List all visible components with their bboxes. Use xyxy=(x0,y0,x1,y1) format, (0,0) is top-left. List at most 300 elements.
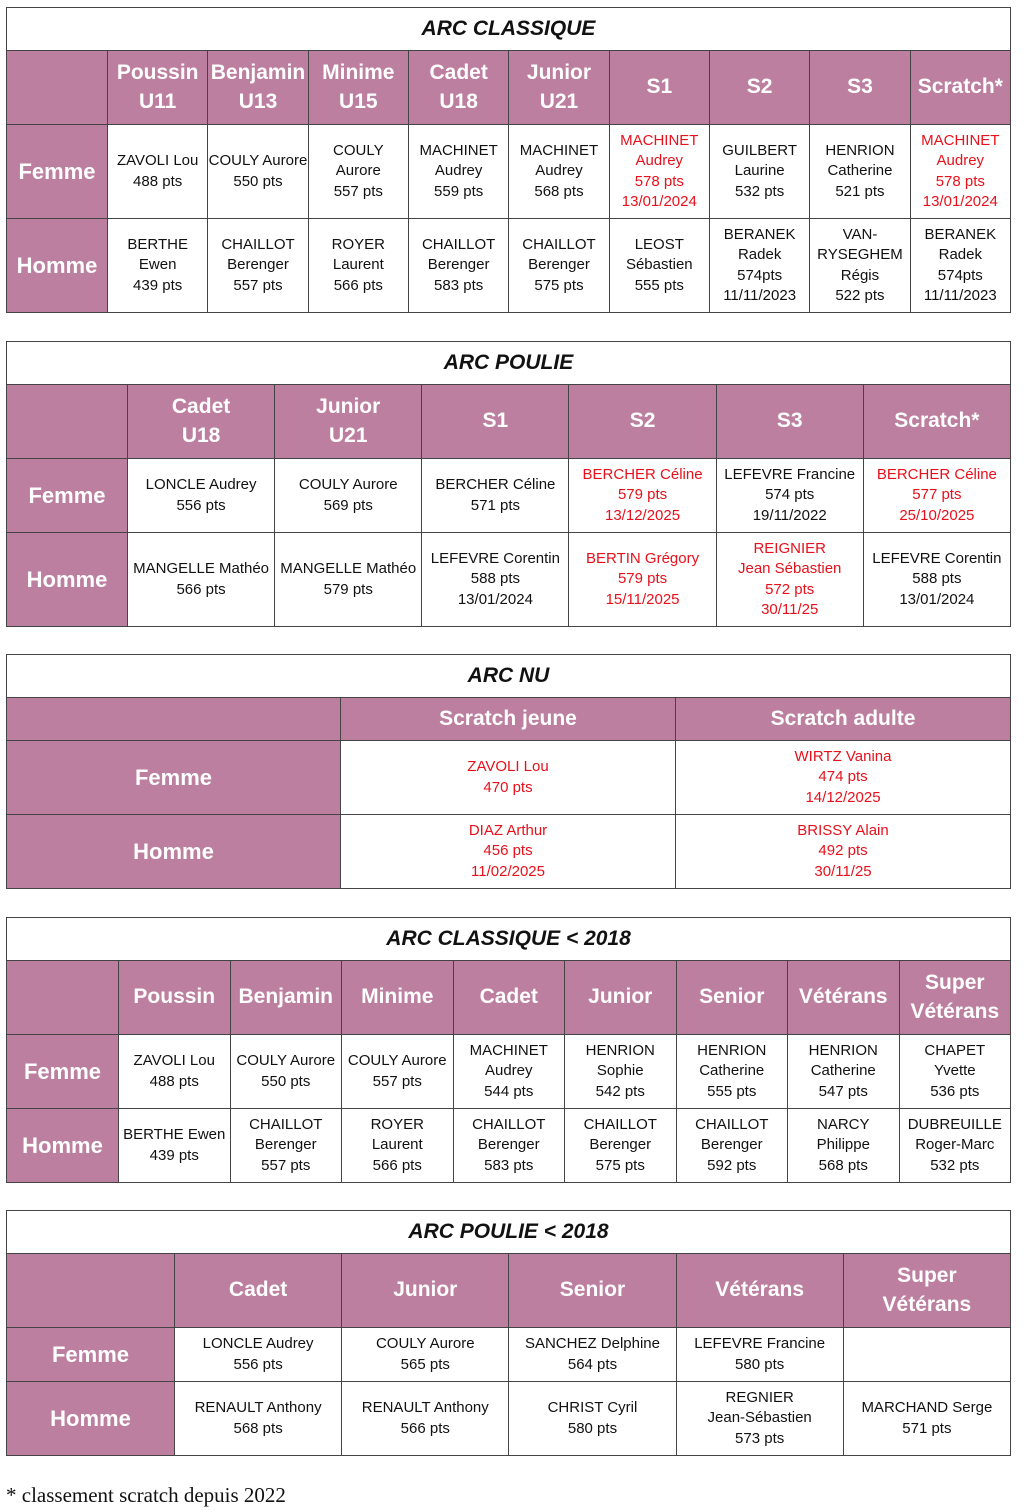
record-line: CHAILLOT xyxy=(695,1116,769,1134)
records-table-arc-classique xyxy=(6,7,1011,313)
category-header-line: S2 xyxy=(746,75,773,99)
record-line: 13/12/2025 xyxy=(605,506,681,524)
record-cell xyxy=(175,1382,342,1456)
record-line: MACHINET xyxy=(620,132,699,149)
record-line: CHAILLOT xyxy=(472,1116,546,1134)
category-header-junior xyxy=(565,961,677,1035)
table-row xyxy=(7,459,1011,533)
record-cell xyxy=(509,219,609,313)
category-header-scratch-adulte xyxy=(676,698,1011,741)
record-line: Yvette xyxy=(933,1062,976,1080)
record-line: 571 pts xyxy=(902,1419,952,1437)
category-header-minime xyxy=(342,961,454,1035)
record-line: Jean Sébastien xyxy=(737,560,842,578)
record-line: 474 pts xyxy=(818,768,868,786)
record-line: COULY xyxy=(333,142,384,160)
record-line: MACHINET xyxy=(921,132,1000,149)
record-line: 565 pts xyxy=(400,1355,450,1373)
record-cell xyxy=(422,533,569,627)
record-line: 571 pts xyxy=(470,496,520,514)
record-line: MANGELLE Mathéo xyxy=(133,560,270,578)
record-cell xyxy=(128,459,275,533)
records-table-arc-nu xyxy=(6,654,1011,889)
record-line: 579 pts xyxy=(323,580,373,598)
record-line: Audrey xyxy=(936,152,985,170)
category-header-line: U15 xyxy=(339,89,378,113)
record-line: MACHINET xyxy=(519,142,599,160)
record-line: 555 pts xyxy=(634,276,684,294)
record-line: 573 pts xyxy=(735,1429,785,1447)
record-line: 532 pts xyxy=(930,1156,980,1174)
record-line: COULY Aurore xyxy=(347,1052,447,1070)
record-line: MARCHAND Serge xyxy=(861,1399,993,1417)
category-header-s3 xyxy=(810,51,910,125)
record-line: Laurent xyxy=(332,256,384,274)
record-line: Laurent xyxy=(371,1136,423,1154)
row-header-femme: Femme xyxy=(7,741,341,815)
category-header-s1 xyxy=(609,51,709,125)
record-line: Laurine xyxy=(734,162,785,180)
record-line: Berenger xyxy=(427,256,490,274)
category-header-line: Vétérans xyxy=(715,1278,805,1302)
record-line: MACHINET xyxy=(469,1042,548,1060)
category-header-line: Poussin xyxy=(116,61,199,85)
record-line: 11/11/2023 xyxy=(723,286,797,304)
category-header-poussin-u11 xyxy=(108,51,208,125)
category-header-super-veterans xyxy=(843,1254,1010,1328)
record-line: 574pts xyxy=(737,266,783,284)
record-line: 588 pts xyxy=(470,570,520,588)
record-cell xyxy=(788,1035,900,1109)
category-header-line: Minime xyxy=(322,61,395,85)
record-cell xyxy=(565,1109,677,1183)
record-line: DUBREUILLE xyxy=(907,1116,1002,1134)
header-corner xyxy=(7,385,128,459)
record-line: BRISSY Alain xyxy=(797,822,889,840)
category-header-super-veterans xyxy=(899,961,1011,1035)
table-row xyxy=(7,533,1011,627)
record-cell-new xyxy=(676,741,1011,815)
record-line: 550 pts xyxy=(233,172,283,190)
record-cell xyxy=(119,1109,231,1183)
record-cell xyxy=(676,1035,788,1109)
record-line: 557 pts xyxy=(372,1072,422,1090)
record-line: 544 pts xyxy=(484,1082,534,1100)
record-line: Ewen xyxy=(138,256,177,274)
record-line: 13/01/2024 xyxy=(922,192,998,210)
record-cell xyxy=(676,1109,788,1183)
record-cell-new xyxy=(569,459,716,533)
category-header-junior xyxy=(342,1254,509,1328)
record-line: 592 pts xyxy=(707,1156,757,1174)
category-header-line: Minime xyxy=(361,985,434,1009)
record-line: Sophie xyxy=(596,1062,644,1080)
record-line: Audrey xyxy=(635,152,684,170)
record-line: Philippe xyxy=(816,1136,870,1154)
record-line: 566 pts xyxy=(176,580,226,598)
record-line: 555 pts xyxy=(707,1082,757,1100)
category-header-scratch xyxy=(910,51,1010,125)
record-line: 532 pts xyxy=(735,182,785,200)
record-cell xyxy=(108,125,208,219)
record-cell xyxy=(108,219,208,313)
category-header-s1 xyxy=(422,385,569,459)
category-header-line: Junior xyxy=(588,985,653,1009)
record-line: DIAZ Arthur xyxy=(468,822,548,840)
table-row xyxy=(7,815,1011,889)
record-cell xyxy=(565,1035,677,1109)
record-line: BERCHER Céline xyxy=(876,466,997,484)
record-line: 522 pts xyxy=(835,286,885,304)
record-line: 536 pts xyxy=(930,1082,980,1100)
record-line: 492 pts xyxy=(818,842,868,860)
record-line: Audrey xyxy=(484,1062,533,1080)
category-header-s3 xyxy=(716,385,863,459)
record-line: CHAILLOT xyxy=(249,1116,323,1134)
record-line: LEFEVRE Francine xyxy=(724,466,856,484)
record-cell xyxy=(810,219,910,313)
record-cell xyxy=(843,1382,1010,1456)
category-header-line: Benjamin xyxy=(238,985,334,1009)
category-header-poussin xyxy=(119,961,231,1035)
record-line: CHAPET xyxy=(924,1042,986,1060)
record-cell xyxy=(308,125,408,219)
category-header-line: Scratch adulte xyxy=(770,706,916,730)
table-row xyxy=(7,1035,1011,1109)
category-header-cadet-u18 xyxy=(128,385,275,459)
record-line: 521 pts xyxy=(835,182,885,200)
record-cell xyxy=(422,459,569,533)
record-cell xyxy=(275,459,422,533)
category-header-line: U21 xyxy=(328,423,368,447)
category-header-line: Super xyxy=(897,1264,957,1288)
record-line: COULY Aurore xyxy=(375,1335,475,1353)
category-header-cadet-u18 xyxy=(408,51,508,125)
category-header-line: Cadet xyxy=(429,61,488,85)
record-line: 488 pts xyxy=(149,1072,199,1090)
record-line: 557 pts xyxy=(333,182,383,200)
record-line: 556 pts xyxy=(233,1355,283,1373)
table-title: ARC CLASSIQUE < 2018 xyxy=(7,918,1011,961)
row-header-homme: Homme xyxy=(7,1109,119,1183)
category-header-line: U18 xyxy=(439,89,478,113)
record-cell xyxy=(128,533,275,627)
record-cell xyxy=(230,1109,342,1183)
record-cell xyxy=(609,219,709,313)
record-line: 580 pts xyxy=(735,1355,785,1373)
record-line: BERCHER Céline xyxy=(435,476,556,494)
record-cell xyxy=(453,1109,565,1183)
record-cell xyxy=(863,533,1010,627)
category-header-line: U18 xyxy=(181,423,221,447)
record-line: Sébastien xyxy=(625,256,693,274)
category-header-line: Vétérans xyxy=(910,999,1000,1023)
table-title: ARC CLASSIQUE xyxy=(7,8,1011,51)
record-line: BERANEK xyxy=(924,226,997,243)
record-cell xyxy=(175,1328,342,1382)
record-cell-new xyxy=(910,125,1010,219)
category-header-line: S2 xyxy=(629,409,656,433)
record-line: 568 pts xyxy=(818,1156,868,1174)
category-header-senior xyxy=(676,961,788,1035)
table-row xyxy=(7,219,1011,313)
header-corner xyxy=(7,961,119,1035)
record-line: 13/01/2024 xyxy=(457,590,533,608)
category-header-line: U21 xyxy=(539,89,579,113)
record-line: 439 pts xyxy=(133,276,183,294)
record-cell xyxy=(509,125,609,219)
header-corner xyxy=(7,698,341,741)
record-cell xyxy=(709,125,809,219)
row-header-femme: Femme xyxy=(7,459,128,533)
record-line: VAN- xyxy=(842,226,878,243)
record-line: 556 pts xyxy=(176,496,226,514)
record-line: Catherine xyxy=(827,162,893,180)
header-corner xyxy=(7,51,108,125)
category-header-senior xyxy=(509,1254,676,1328)
record-line: 11/02/2025 xyxy=(471,862,545,880)
record-cell xyxy=(843,1328,1010,1382)
record-line: BERANEK xyxy=(723,226,796,243)
record-line: ROYER xyxy=(331,236,385,254)
record-cell xyxy=(342,1109,454,1183)
record-cell-new xyxy=(716,533,863,627)
record-line: REIGNIER xyxy=(753,540,826,557)
record-cell xyxy=(509,1382,676,1456)
category-header-line: Scratch* xyxy=(917,75,1003,99)
record-line: 579 pts xyxy=(617,570,668,588)
record-cell-new xyxy=(569,533,716,627)
record-line: Berenger xyxy=(528,256,590,274)
record-line: 578 pts xyxy=(935,172,985,190)
record-line: 568 pts xyxy=(534,182,584,200)
record-line: CHRIST Cyril xyxy=(547,1399,638,1417)
category-header-line: Super xyxy=(925,971,985,995)
record-cell xyxy=(342,1328,509,1382)
record-cell xyxy=(676,1328,843,1382)
record-line: 583 pts xyxy=(434,276,484,294)
record-line: 13/01/2024 xyxy=(621,192,697,210)
record-line: MACHINET xyxy=(419,142,498,160)
record-line: HENRION xyxy=(808,1042,878,1060)
record-cell-new xyxy=(863,459,1010,533)
record-line: Audrey xyxy=(434,162,483,180)
record-line: 588 pts xyxy=(912,570,962,588)
row-header-homme: Homme xyxy=(7,1382,175,1456)
record-line: 569 pts xyxy=(323,496,373,514)
record-line: Audrey xyxy=(535,162,583,180)
category-header-line: S3 xyxy=(847,75,873,99)
category-header-line: Cadet xyxy=(228,1278,288,1302)
record-line: 579 pts xyxy=(617,486,668,504)
record-line: WIRTZ Vanina xyxy=(794,748,892,766)
category-header-s2 xyxy=(569,385,716,459)
record-cell xyxy=(453,1035,565,1109)
category-header-minime-u15 xyxy=(308,51,408,125)
record-line: 559 pts xyxy=(434,182,484,200)
category-header-line: Junior xyxy=(526,61,592,85)
record-line: RENAULT Anthony xyxy=(361,1399,489,1417)
category-header-cadet xyxy=(453,961,565,1035)
record-line: LONCLE Audrey xyxy=(202,1335,314,1353)
record-line: ZAVOLI Lou xyxy=(133,1052,215,1070)
record-line: ZAVOLI Lou xyxy=(467,758,549,776)
record-cell xyxy=(342,1382,509,1456)
record-line: 470 pts xyxy=(483,778,533,796)
record-cell xyxy=(208,219,308,313)
table-title: ARC POULIE < 2018 xyxy=(7,1211,1011,1254)
category-header-veterans xyxy=(676,1254,843,1328)
record-line: CHAILLOT xyxy=(583,1116,657,1134)
record-line: CHAILLOT xyxy=(522,236,596,254)
record-line: 566 pts xyxy=(333,276,383,294)
record-line: 557 pts xyxy=(233,276,283,294)
record-line: 30/11/25 xyxy=(814,862,872,880)
record-cell xyxy=(208,125,308,219)
category-header-line: Senior xyxy=(699,985,765,1009)
record-line: BERTHE Ewen xyxy=(123,1126,226,1144)
record-line: LEFEVRE Francine xyxy=(694,1335,826,1353)
record-cell xyxy=(910,219,1010,313)
record-line: BERTHE xyxy=(127,236,188,254)
table-row xyxy=(7,1328,1011,1382)
record-line: Radek xyxy=(938,246,982,264)
record-line: 566 pts xyxy=(372,1156,422,1174)
record-cell xyxy=(408,219,508,313)
row-header-homme: Homme xyxy=(7,219,108,313)
category-header-scratch xyxy=(863,385,1010,459)
record-line: ROYER xyxy=(370,1116,424,1134)
footnote: * classement scratch depuis 2022 xyxy=(6,1483,286,1507)
header-corner xyxy=(7,1254,175,1328)
category-header-scratch-jeune xyxy=(341,698,676,741)
record-line: SANCHEZ Delphine xyxy=(524,1335,660,1353)
record-line: Berenger xyxy=(254,1136,317,1154)
record-line: Radek xyxy=(737,246,782,264)
record-cell xyxy=(230,1035,342,1109)
record-line: Jean-Sébastien xyxy=(707,1409,812,1427)
records-table-arc-poulie-2018 xyxy=(6,1210,1011,1456)
category-header-benjamin xyxy=(230,961,342,1035)
category-header-cadet xyxy=(175,1254,342,1328)
record-cell-new xyxy=(676,815,1011,889)
record-line: BERTIN Grégory xyxy=(586,550,700,568)
record-line: HENRION xyxy=(697,1042,767,1060)
record-line: Catherine xyxy=(699,1062,765,1080)
record-line: 456 pts xyxy=(483,842,533,860)
record-line: 564 pts xyxy=(567,1355,618,1373)
category-header-line: Vétérans xyxy=(882,1292,972,1316)
record-line: HENRION xyxy=(585,1042,655,1060)
table-title: ARC NU xyxy=(7,655,1011,698)
record-line: GUILBERT xyxy=(722,142,797,160)
record-line: 574 pts xyxy=(765,486,815,504)
record-line: LONCLE Audrey xyxy=(145,476,257,494)
category-header-benjamin-u13 xyxy=(208,51,308,125)
record-line: 574pts xyxy=(937,266,983,284)
record-line: 575 pts xyxy=(595,1156,645,1174)
record-cell xyxy=(899,1035,1011,1109)
category-header-line: S1 xyxy=(482,409,509,433)
record-line: 583 pts xyxy=(484,1156,534,1174)
record-line: 25/10/2025 xyxy=(899,506,975,524)
category-header-line: U11 xyxy=(138,89,177,113)
record-line: 575 pts xyxy=(534,276,584,294)
record-line: Roger-Marc xyxy=(915,1136,995,1154)
category-header-line: Cadet xyxy=(171,395,231,419)
record-line: LEOST xyxy=(634,236,684,254)
record-line: COULY Aurore xyxy=(208,152,308,170)
record-cell xyxy=(408,125,508,219)
record-cell-new xyxy=(341,741,676,815)
record-cell-new xyxy=(341,815,676,889)
record-cell xyxy=(119,1035,231,1109)
record-line: NARCY xyxy=(816,1116,870,1134)
record-cell xyxy=(788,1109,900,1183)
record-line: 14/12/2025 xyxy=(805,788,881,806)
category-header-veterans xyxy=(788,961,900,1035)
records-table-arc-classique-2018 xyxy=(6,917,1011,1183)
record-line: ZAVOLI Lou xyxy=(116,152,199,170)
category-header-line: Senior xyxy=(559,1278,626,1302)
record-line: RENAULT Anthony xyxy=(194,1399,322,1417)
category-header-line: Vétérans xyxy=(798,985,888,1009)
table-row xyxy=(7,1382,1011,1456)
record-line: 542 pts xyxy=(595,1082,645,1100)
record-line: CHAILLOT xyxy=(221,236,295,254)
record-line: 568 pts xyxy=(233,1419,283,1437)
row-header-femme: Femme xyxy=(7,1328,175,1382)
record-cell xyxy=(342,1035,454,1109)
record-line: 11/11/2023 xyxy=(923,286,997,304)
record-line: LEFEVRE Corentin xyxy=(430,550,560,568)
category-header-junior-u21 xyxy=(275,385,422,459)
record-line: REGNIER xyxy=(725,1389,794,1407)
row-header-femme: Femme xyxy=(7,125,108,219)
category-header-s2 xyxy=(709,51,809,125)
record-cell xyxy=(716,459,863,533)
record-cell-new xyxy=(609,125,709,219)
record-line: Berenger xyxy=(227,256,289,274)
record-line: CHAILLOT xyxy=(421,236,496,254)
record-line: 30/11/25 xyxy=(761,600,819,618)
record-line: RYSEGHEM xyxy=(817,246,903,264)
record-line: 557 pts xyxy=(261,1156,311,1174)
row-header-homme: Homme xyxy=(7,533,128,627)
record-line: Berenger xyxy=(589,1136,652,1154)
record-line: 547 pts xyxy=(818,1082,868,1100)
record-cell xyxy=(509,1328,676,1382)
category-header-line: Poussin xyxy=(133,985,216,1009)
record-line: 19/11/2022 xyxy=(752,506,827,524)
record-line: 578 pts xyxy=(634,172,684,190)
table-title: ARC POULIE xyxy=(7,342,1011,385)
record-line: COULY Aurore xyxy=(298,476,398,494)
record-cell xyxy=(275,533,422,627)
category-header-line: Scratch jeune xyxy=(439,706,577,730)
record-cell xyxy=(709,219,809,313)
row-header-femme: Femme xyxy=(7,1035,119,1109)
table-row xyxy=(7,125,1011,219)
table-row xyxy=(7,1109,1011,1183)
record-cell xyxy=(899,1109,1011,1183)
record-line: Régis xyxy=(840,266,880,284)
record-line: Berenger xyxy=(477,1136,540,1154)
category-header-line: Benjamin xyxy=(210,61,306,85)
record-line: 488 pts xyxy=(133,172,183,190)
record-line: 580 pts xyxy=(567,1419,618,1437)
record-line: Catherine xyxy=(810,1062,876,1080)
